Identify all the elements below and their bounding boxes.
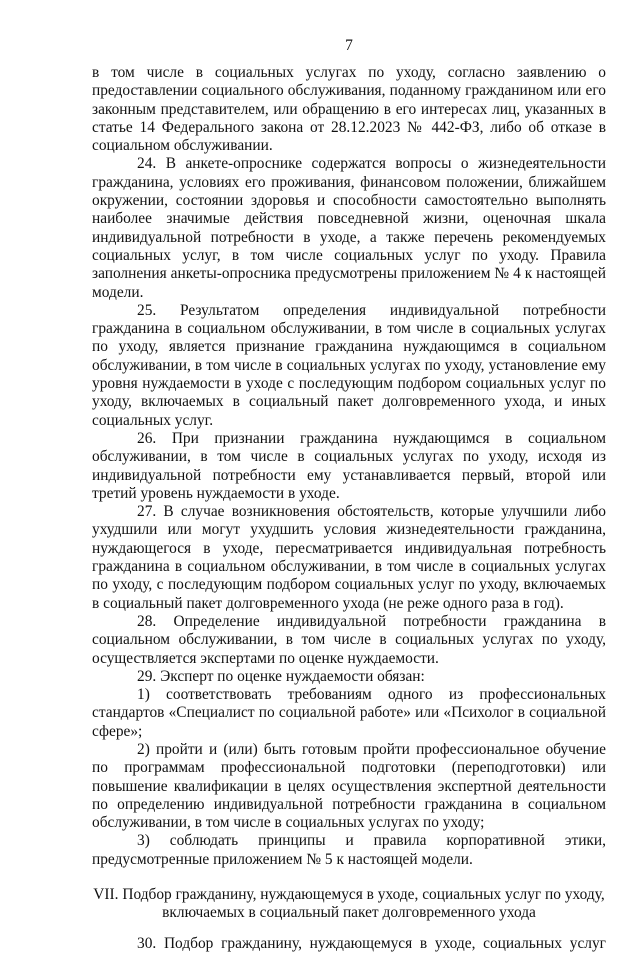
page-number: 7 [345, 37, 353, 54]
paragraph-24: 24. В анкете-опроснике содержатся вопросы о жизнедеятельности гражданина, условиях его проживания, финансовом положении, ближайшем окружении, состоянии здоровья и способности самостоятельно выполнять наиболее значимые действия повседневной жизни, оценочная шкала индивидуальной потребности в уходе, а также перечень рекомендуемых социальных услуг, в том числе социальных услуг по уходу. Правила заполнения анкеты-опросника предусмотрены приложением № 4 к настоящей модели. [92, 155, 606, 301]
list-item-2: 2) пройти и (или) быть готовым пройти профессиональное обучение по программам профессиональной подготовки (переподготовки) или повышение квалификации в целях осуществления экспертной деятельности по определению индивидуальной потребности гражданина в социальном обслуживании, в том числе в социальных услугах по уходу; [92, 740, 606, 832]
list-item-3: 3) соблюдать принципы и правила корпоративной этики, предусмотренные приложением № 5 к настоящей модели. [92, 832, 606, 868]
paragraph-25: 25. Результатом определения индивидуальной потребности гражданина в социальном обслуживании, в том числе в социальных услугах по уходу, является признание гражданина нуждающимся в социальном обслуживании, в том числе в социальных услугах по уходу, установление ему уровня нуждаемости в уходе с последующим подбором социальных услуг по уходу, включаемых в социальный пакет долговременного ухода, и иных социальных услуг. [92, 301, 606, 429]
list-item-1: 1) соответствовать требованиям одного из профессиональных стандартов «Специалист по социальной работе» или «Психолог в социальной сфере»; [92, 686, 606, 740]
paragraph-26: 26. При признании гражданина нуждающимся в социальном обслуживании, в том числе в социальных услугах по уходу, исходя из индивидуальной потребности ему устанавливается первый, второй или третий уровень нуждаемости в уходе. [92, 429, 606, 502]
section-heading: VII. Подбор гражданину, нуждающемуся в уходе, социальных услуг по уходу, включаемых в социальный пакет долговременного ухода [93, 886, 605, 922]
document-body [92, 64, 606, 953]
paragraph-27: 27. В случае возникновения обстоятельств, которые улучшили либо ухудшили или могут ухудшить условия жизнедеятельности гражданина, нуждающегося в уходе, пересматривается индивидуальная потребность гражданина в социальном обслуживании, в том числе в социальных услугах по уходу, с последующим подбором социальных услуг по уходу, включаемых в социальный пакет долговременного ухода (не реже одного раза в год). [92, 503, 606, 612]
paragraph-30: 30. Подбор гражданину, нуждающемуся в уходе, социальных услуг [137, 934, 606, 952]
paragraph-29: 29. Эксперт по оценке нуждаемости обязан: [137, 667, 425, 685]
paragraph-continued: в том числе в социальных услугах по уходу, согласно заявлению о предоставлении социального обслуживания, поданному гражданином или его законным представителем, или обращению в его интересах лиц, указанных в статье 14 Федерального закона от 28.12.2023 № 442-ФЗ, либо об отказе в социальном обслуживании. [92, 64, 606, 155]
paragraph-28: 28. Определение индивидуальной потребности гражданина в социальном обслуживании, в том числе в социальных услугах по уходу, осуществляется экспертами по оценке нуждаемости. [92, 612, 606, 667]
